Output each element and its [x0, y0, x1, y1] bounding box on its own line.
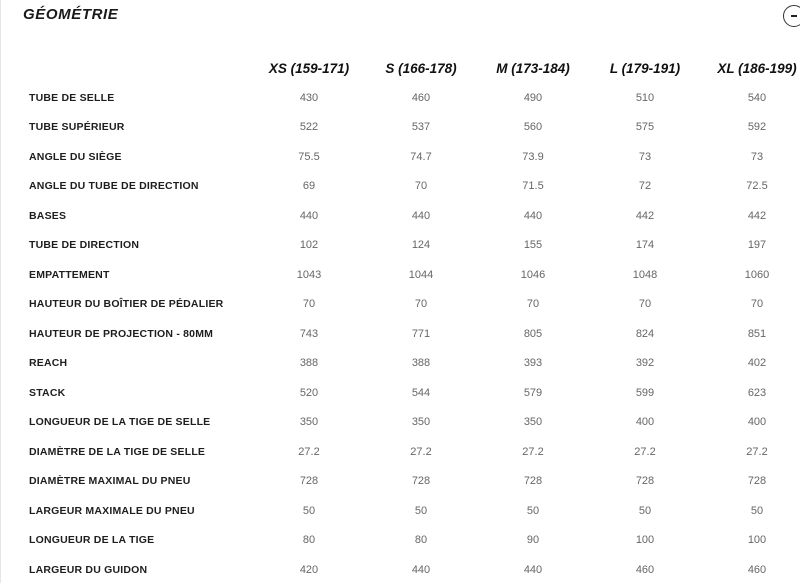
table-cell: 71.5 [522, 180, 544, 193]
table-cell: 743 [299, 327, 319, 340]
table-cell: 599 [635, 386, 655, 399]
table-cell: 402 [747, 357, 767, 370]
row-label: EMPATTEMENT [29, 268, 110, 281]
collapse-toggle-button[interactable] [783, 5, 800, 27]
table-row [23, 260, 800, 290]
row-label: DIAMÈTRE DE LA TIGE DE SELLE [29, 445, 206, 458]
header-corner [23, 53, 253, 83]
size-header: XS (159-171) [268, 60, 350, 76]
row-label: ANGLE DU SIÈGE [29, 150, 122, 163]
table-cell: 124 [411, 239, 431, 252]
table-cell: 155 [523, 239, 543, 252]
table-cell: 440 [411, 563, 431, 576]
table-row [23, 555, 800, 585]
table-cell: 824 [635, 327, 655, 340]
table-cell: 70 [526, 298, 540, 311]
table-cell: 73 [638, 150, 652, 163]
row-label: DIAMÈTRE MAXIMAL DU PNEU [29, 475, 191, 488]
table-cell: 537 [411, 121, 431, 134]
table-cell: 75.5 [298, 150, 320, 163]
table-cell: 560 [523, 121, 543, 134]
table-cell: 74.7 [410, 150, 432, 163]
table-cell: 623 [747, 386, 767, 399]
table-cell: 70 [414, 180, 428, 193]
table-cell: 70 [750, 298, 764, 311]
row-label: LARGEUR MAXIMALE DU PNEU [29, 504, 195, 517]
header-row [23, 53, 800, 83]
row-label: TUBE DE SELLE [29, 91, 115, 104]
table-cell: 851 [747, 327, 767, 340]
table-cell: 728 [411, 475, 431, 488]
table-cell: 490 [523, 91, 543, 104]
table-cell: 400 [635, 416, 655, 429]
table-cell: 430 [299, 91, 319, 104]
size-header: L (179-191) [609, 60, 681, 76]
table-cell: 102 [299, 239, 319, 252]
table-cell: 392 [635, 357, 655, 370]
table-cell: 544 [411, 386, 431, 399]
table-cell: 174 [635, 239, 655, 252]
table-cell: 440 [523, 563, 543, 576]
table-row [23, 437, 800, 467]
table-cell: 579 [523, 386, 543, 399]
table-cell: 72 [638, 180, 652, 193]
table-cell: 393 [523, 357, 543, 370]
table-cell: 575 [635, 121, 655, 134]
row-label: STACK [29, 386, 66, 399]
table-row [23, 526, 800, 556]
table-cell: 442 [747, 209, 767, 222]
table-cell: 1060 [744, 268, 770, 281]
table-cell: 440 [299, 209, 319, 222]
minus-icon [791, 15, 797, 17]
row-label: TUBE DE DIRECTION [29, 239, 140, 252]
table-cell: 440 [523, 209, 543, 222]
table-row [23, 83, 800, 113]
table-row [23, 113, 800, 143]
table-cell: 70 [638, 298, 652, 311]
row-label: ANGLE DU TUBE DE DIRECTION [29, 180, 199, 193]
table-row [23, 290, 800, 320]
table-row [23, 201, 800, 231]
table-cell: 1044 [408, 268, 434, 281]
table-cell: 50 [414, 504, 428, 517]
size-header: S (166-178) [385, 60, 457, 76]
table-cell: 70 [414, 298, 428, 311]
row-label: HAUTEUR DU BOÎTIER DE PÉDALIER [29, 298, 224, 311]
table-cell: 197 [747, 239, 767, 252]
section-title: GÉOMÉTRIE [23, 6, 119, 23]
table-cell: 100 [747, 534, 767, 547]
table-row [23, 319, 800, 349]
table-cell: 50 [302, 504, 316, 517]
table-cell: 69 [302, 180, 316, 193]
table-cell: 442 [635, 209, 655, 222]
row-label: LONGUEUR DE LA TIGE DE SELLE [29, 416, 211, 429]
table-cell: 805 [523, 327, 543, 340]
table-cell: 540 [747, 91, 767, 104]
table-cell: 27.2 [746, 445, 768, 458]
table-cell: 100 [635, 534, 655, 547]
table-cell: 728 [635, 475, 655, 488]
table-cell: 728 [523, 475, 543, 488]
table-cell: 440 [411, 209, 431, 222]
table-cell: 27.2 [634, 445, 656, 458]
geometry-table [23, 53, 800, 585]
table-cell: 350 [523, 416, 543, 429]
table-cell: 27.2 [522, 445, 544, 458]
table-cell: 27.2 [410, 445, 432, 458]
table-cell: 460 [635, 563, 655, 576]
table-cell: 80 [414, 534, 428, 547]
table-cell: 90 [526, 534, 540, 547]
table-cell: 73 [750, 150, 764, 163]
table-cell: 460 [411, 91, 431, 104]
table-cell: 1048 [632, 268, 658, 281]
table-cell: 400 [747, 416, 767, 429]
row-label: LONGUEUR DE LA TIGE [29, 534, 155, 547]
table-cell: 520 [299, 386, 319, 399]
table-cell: 70 [302, 298, 316, 311]
table-row [23, 467, 800, 497]
row-label: TUBE SUPÉRIEUR [29, 121, 125, 134]
table-cell: 350 [411, 416, 431, 429]
table-cell: 771 [411, 327, 431, 340]
table-row [23, 172, 800, 202]
table-header [23, 53, 800, 83]
table-row [23, 408, 800, 438]
table-cell: 592 [747, 121, 767, 134]
table-cell: 388 [411, 357, 431, 370]
size-header: XL (186-199) [717, 60, 797, 76]
table-cell: 510 [635, 91, 655, 104]
table-cell: 72.5 [746, 180, 768, 193]
row-label: REACH [29, 357, 68, 370]
table-row [23, 496, 800, 526]
table-cell: 50 [750, 504, 764, 517]
table-row [23, 349, 800, 379]
table-cell: 1043 [296, 268, 322, 281]
table-cell: 350 [299, 416, 319, 429]
table-row [23, 378, 800, 408]
table-cell: 388 [299, 357, 319, 370]
row-label: BASES [29, 209, 67, 222]
table-cell: 80 [302, 534, 316, 547]
table-cell: 73.9 [522, 150, 544, 163]
size-header: M (173-184) [496, 60, 570, 76]
table-row [23, 142, 800, 172]
table-cell: 50 [638, 504, 652, 517]
row-label: HAUTEUR DE PROJECTION - 80MM [29, 327, 214, 340]
table-row [23, 231, 800, 261]
table-cell: 50 [526, 504, 540, 517]
table-cell: 728 [747, 475, 767, 488]
table-cell: 522 [299, 121, 319, 134]
table-cell: 27.2 [298, 445, 320, 458]
table-cell: 1046 [520, 268, 546, 281]
table-cell: 420 [299, 563, 319, 576]
table-cell: 728 [299, 475, 319, 488]
table-body [23, 83, 800, 585]
table-cell: 460 [747, 563, 767, 576]
row-label: LARGEUR DU GUIDON [29, 563, 148, 576]
